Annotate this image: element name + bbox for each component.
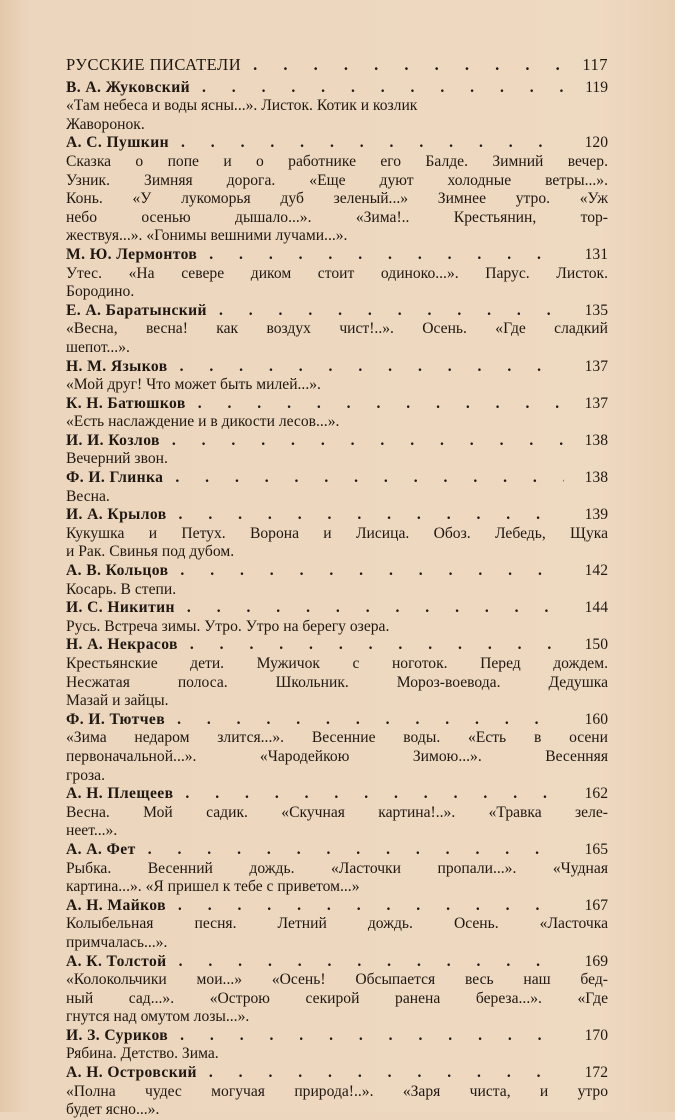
leader-dots <box>190 636 564 655</box>
works-list <box>66 97 608 134</box>
works-line: небо осенью дышало...». «Зима!.. Крестьянин, тор- <box>66 208 608 226</box>
leader-dots <box>181 134 564 153</box>
leader-dots <box>202 79 564 98</box>
author-name: В. А. Жуковский <box>66 78 190 96</box>
works-line: Конь. «У лукоморья дуб зеленый...» Зимнее утро. «Уж <box>66 190 608 208</box>
leader-dots <box>178 897 564 916</box>
leader-dots <box>253 56 564 75</box>
works-list <box>66 153 608 246</box>
works-line: гроза. <box>66 766 105 784</box>
author-name: А. Н. Плещеев <box>66 785 174 803</box>
works-line: «Полна чудес могучая природа!..». «Заря чиста, и утро <box>66 1082 608 1100</box>
works-line: картина...». «Я пришел к тебе с приветом...» <box>66 878 360 896</box>
leader-dots <box>185 785 564 804</box>
page-number: 138 <box>584 431 608 449</box>
section-page-number: 117 <box>582 55 608 74</box>
leader-dots <box>209 1064 564 1083</box>
section-heading <box>66 56 608 75</box>
works-line: Узник. Зимняя дорога. «Еще дуют холодные ветры...». <box>66 171 608 189</box>
toc-entry-author-row <box>66 1064 608 1083</box>
leader-dots <box>172 432 564 451</box>
works-line: Весна. <box>66 487 110 505</box>
author-name: А. Н. Майков <box>66 896 166 914</box>
page-number: 120 <box>584 134 608 152</box>
leader-dots <box>179 953 564 972</box>
page-number: 150 <box>584 636 608 654</box>
author-name: И. С. Никитин <box>66 599 175 617</box>
author-name: К. Н. Батюшков <box>66 394 186 412</box>
page-number: 119 <box>585 78 608 96</box>
works-line: жествуя...». «Гонимы вешними лучами...». <box>66 227 348 245</box>
works-line: Кукушка и Петух. Ворона и Лисица. Обоз. Лебедь, Щука <box>66 524 608 542</box>
author-name: И. А. Крылов <box>66 506 167 524</box>
leader-dots <box>180 1027 564 1046</box>
works-line: «Весна, весна! как воздух чист!..». Осень. «Где сладкий <box>66 320 608 338</box>
author-name: А. В. Кольцов <box>66 562 169 580</box>
page-number: 169 <box>584 952 608 970</box>
leader-dots <box>209 246 564 265</box>
toc-entry-author-row <box>66 841 608 860</box>
author-name: А. С. Пушкин <box>66 134 169 152</box>
works-line: примчалась...». <box>66 933 168 951</box>
works-line: Крестьянские дети. Мужичок с ноготок. Перед дождем. <box>66 655 608 672</box>
toc-entry-author-row <box>66 302 608 321</box>
works-line: «Зима недаром злится...». Весенние воды. «Есть в осени <box>66 729 608 747</box>
author-name: А. Н. Островский <box>66 1064 197 1082</box>
page-number: 137 <box>584 394 608 412</box>
leader-dots <box>180 562 564 581</box>
works-line: Косарь. В степи. <box>66 580 177 598</box>
leader-dots <box>180 358 564 377</box>
works-list <box>66 655 608 711</box>
toc-entry-author-row <box>66 711 608 730</box>
toc-entry-author-row <box>66 636 608 655</box>
toc-entry-author-row <box>66 246 608 265</box>
toc-entry-author-row <box>66 134 608 153</box>
works-line: «Колокольчики мои...» «Осень! Обсыпается весь наш бед- <box>66 971 608 989</box>
works-line: неет...». <box>66 822 118 840</box>
works-list <box>66 618 608 637</box>
toc-entry-author-row <box>66 785 608 804</box>
works-list <box>66 729 608 785</box>
leader-dots <box>148 841 564 860</box>
page-number: 131 <box>584 245 608 263</box>
author-name: Ф. И. Глинка <box>66 469 164 487</box>
works-line: «Мой друг! Что может быть милей...». <box>66 376 321 394</box>
author-name: Е. А. Баратынский <box>66 301 207 319</box>
works-line: Вечерний звон. <box>66 450 168 468</box>
toc-entry-author-row <box>66 395 608 414</box>
works-list <box>66 525 608 562</box>
page-number: 172 <box>584 1064 608 1082</box>
author-name: А. А. Фет <box>66 840 136 858</box>
works-list <box>66 1045 608 1064</box>
leader-dots <box>177 711 564 730</box>
leader-dots <box>179 506 564 525</box>
page-number: 160 <box>584 710 608 728</box>
works-line: Жаворонок. <box>66 115 145 133</box>
toc-entry-author-row <box>66 432 608 451</box>
page-number: 139 <box>584 506 608 524</box>
leader-dots <box>219 302 564 321</box>
toc-entry-author-row <box>66 599 608 618</box>
author-name: Н. А. Некрасов <box>66 636 178 654</box>
works-line: Бородино. <box>66 283 135 301</box>
works-list <box>66 488 608 507</box>
works-line: первоначальной...». «Чародейкою Зимою...». Весенняя <box>66 747 608 765</box>
page-number: 165 <box>584 840 608 858</box>
works-line: Мазай и зайцы. <box>66 692 169 710</box>
works-list <box>66 1083 608 1120</box>
leader-dots <box>187 599 564 618</box>
works-line: «Есть наслаждение и в дикости лесов...». <box>66 413 340 431</box>
toc-entry-author-row <box>66 506 608 525</box>
toc-entry-author-row <box>66 897 608 916</box>
works-list <box>66 413 608 432</box>
works-line: Сказка о попе и о работнике его Балде. Зимний вечер. <box>66 152 608 170</box>
works-line: и Рак. Свинья под дубом. <box>66 543 235 561</box>
author-name: И. З. Суриков <box>66 1026 169 1044</box>
page-number: 137 <box>584 357 608 375</box>
works-line: ный сад...». «Острою секирой ранена береза...». «Где <box>66 989 608 1007</box>
author-name: А. К. Толстой <box>66 952 167 970</box>
author-name: И. И. Козлов <box>66 431 160 449</box>
section-title: РУССКИЕ ПИСАТЕЛИ <box>66 55 242 74</box>
works-line: Несжатая полоса. Школьник. Мороз-воевода. Дедушка <box>66 673 608 691</box>
works-line: гнутся над омутом лозы...». <box>66 1008 250 1026</box>
page-number: 138 <box>584 469 608 487</box>
works-line: «Там небеса и воды ясны...». Листок. Котик и козлик <box>66 97 418 115</box>
works-list <box>66 804 608 841</box>
author-name: Ф. И. Тютчев <box>66 710 166 728</box>
toc-entry-author-row <box>66 562 608 581</box>
works-list <box>66 376 608 395</box>
author-name: М. Ю. Лермонтов <box>66 245 198 263</box>
works-line: Русь. Встреча зимы. Утро. Утро на берегу озера. <box>66 617 390 635</box>
works-list <box>66 450 608 469</box>
works-line: Утес. «На севере диком стоит одиноко...». Парус. Листок. <box>66 264 608 282</box>
works-line: будет ясно...». <box>66 1101 160 1119</box>
page-number: 162 <box>584 785 608 803</box>
page-number: 142 <box>584 562 608 580</box>
leader-dots <box>175 469 564 488</box>
page-number: 170 <box>584 1026 608 1044</box>
works-list <box>66 915 608 952</box>
page-number: 167 <box>584 896 608 914</box>
page-number: 144 <box>584 599 608 617</box>
works-line: шепот...». <box>66 338 130 356</box>
works-list <box>66 265 608 302</box>
works-list <box>66 320 608 357</box>
works-line: Весна. Мой садик. «Скучная картина!..». «Травка зеле- <box>66 803 608 821</box>
toc-entry-author-row <box>66 1027 608 1046</box>
toc-entry-author-row <box>66 953 608 972</box>
works-line: Колыбельная песня. Летний дождь. Осень. «Ласточка <box>66 915 608 933</box>
toc-entry-author-row <box>66 79 608 98</box>
works-line: Рыбка. Весенний дождь. «Ласточки пропали...». «Чудная <box>66 859 608 877</box>
works-line: Рябина. Детство. Зима. <box>66 1045 219 1063</box>
toc-entry-author-row <box>66 469 608 488</box>
toc-entry-author-row <box>66 358 608 377</box>
table-of-contents <box>66 79 608 1120</box>
works-list <box>66 971 608 1027</box>
leader-dots <box>198 395 564 414</box>
works-list <box>66 860 608 897</box>
page-number: 135 <box>584 301 608 319</box>
author-name: Н. М. Языков <box>66 357 168 375</box>
works-list <box>66 581 608 600</box>
